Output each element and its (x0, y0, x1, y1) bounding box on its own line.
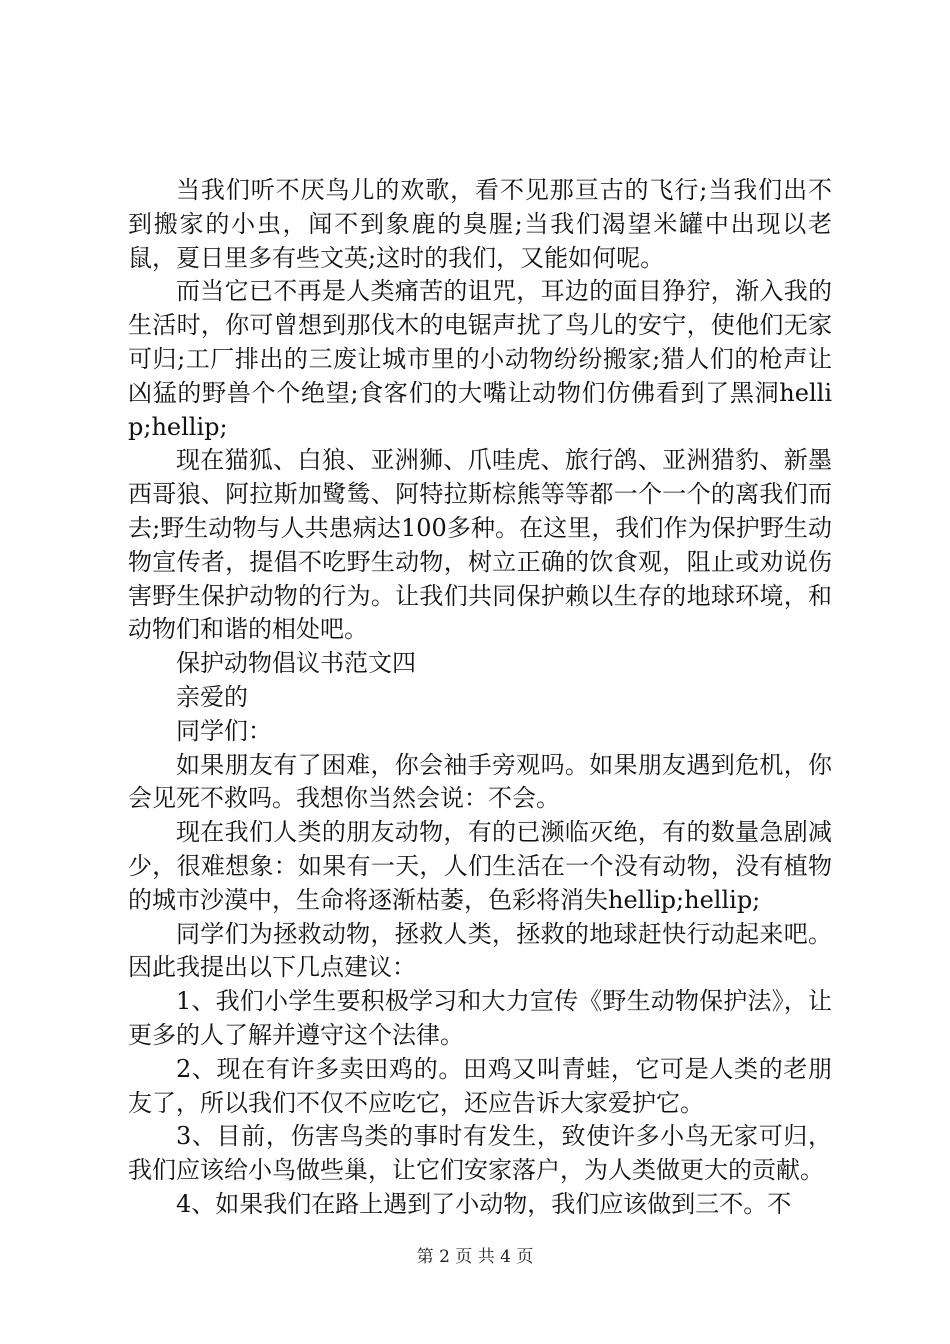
paragraph: 现在猫狐、白狼、亚洲狮、爪哇虎、旅行鸽、亚洲猎豹、新墨西哥狼、阿拉斯加鹭鸶、阿特拉斯棕熊等等都一个一个的离我们而去;野生动物与人共患病达100多种。在这里，我们作为保护野生动物宣传者，提倡不吃野生动物，树立正确的饮食观，阻止或劝说伤害野生保护动物的行为。让我们共同保护赖以生存的地球环境，和动物们和谐的相处吧。 (128, 446, 832, 644)
list-item: 2、现在有许多卖田鸡的。田鸡又叫青蛙，它可是人类的老朋友了，所以我们不仅不应吃它，还应告诉大家爱护它。 (128, 1054, 832, 1117)
section-heading: 保护动物倡议书范文四 (176, 649, 416, 678)
paragraph: 现在我们人类的朋友动物，有的已濒临灭绝，有的数量急剧减少，很难想象：如果有一天，人们生活在一个没有动物，没有植物的城市沙漠中，生命将逐渐枯萎，色彩将消失hellip;hellip; (128, 818, 832, 914)
paragraph: 而当它已不再是人类痛苦的诅咒，耳边的面目狰狞，渐入我的生活时，你可曾想到那伐木的电锯声扰了鸟儿的安宁，使他们无家可归;工厂排出的三废让城市里的小动物纷纷搬家;猎人们的枪声让凶猛的野兽个个绝望;食客们的大嘴让动物们仿佛看到了黑洞hellip;hellip; (128, 277, 832, 441)
page-number-footer: 第 2 页 共 4 页 (416, 1247, 534, 1267)
paragraph: 当我们听不厌鸟儿的欢歌，看不见那亘古的飞行;当我们出不到搬家的小虫，闻不到象鹿的臭腥;当我们渴望米罐中出现以老鼠，夏日里多有些文英;这时的我们，又能如何呢。 (128, 176, 832, 272)
list-item: 3、目前，伤害鸟类的事时有发生，致使许多小鸟无家可归，我们应该给小鸟做些巢，让它们安家落户，为人类做更大的贡献。 (128, 1122, 832, 1185)
salutation-line: 同学们： (176, 716, 272, 745)
list-item: 1、我们小学生要积极学习和大力宣传《野生动物保护法》，让更多的人了解并遵守这个法律。 (128, 987, 832, 1049)
salutation-line: 亲爱的 (176, 682, 248, 711)
list-item: 4、如果我们在路上遇到了小动物，我们应该做到三不。不 (176, 1189, 792, 1218)
paragraph: 同学们为拯救动物，拯救人类，拯救的地球赶快行动起来吧。因此我提出以下几点建议： (128, 919, 832, 982)
paragraph: 如果朋友有了困难，你会袖手旁观吗。如果朋友遇到危机，你会见死不救吗。我想你当然会说：不会。 (128, 750, 832, 813)
document-body (128, 174, 832, 1222)
